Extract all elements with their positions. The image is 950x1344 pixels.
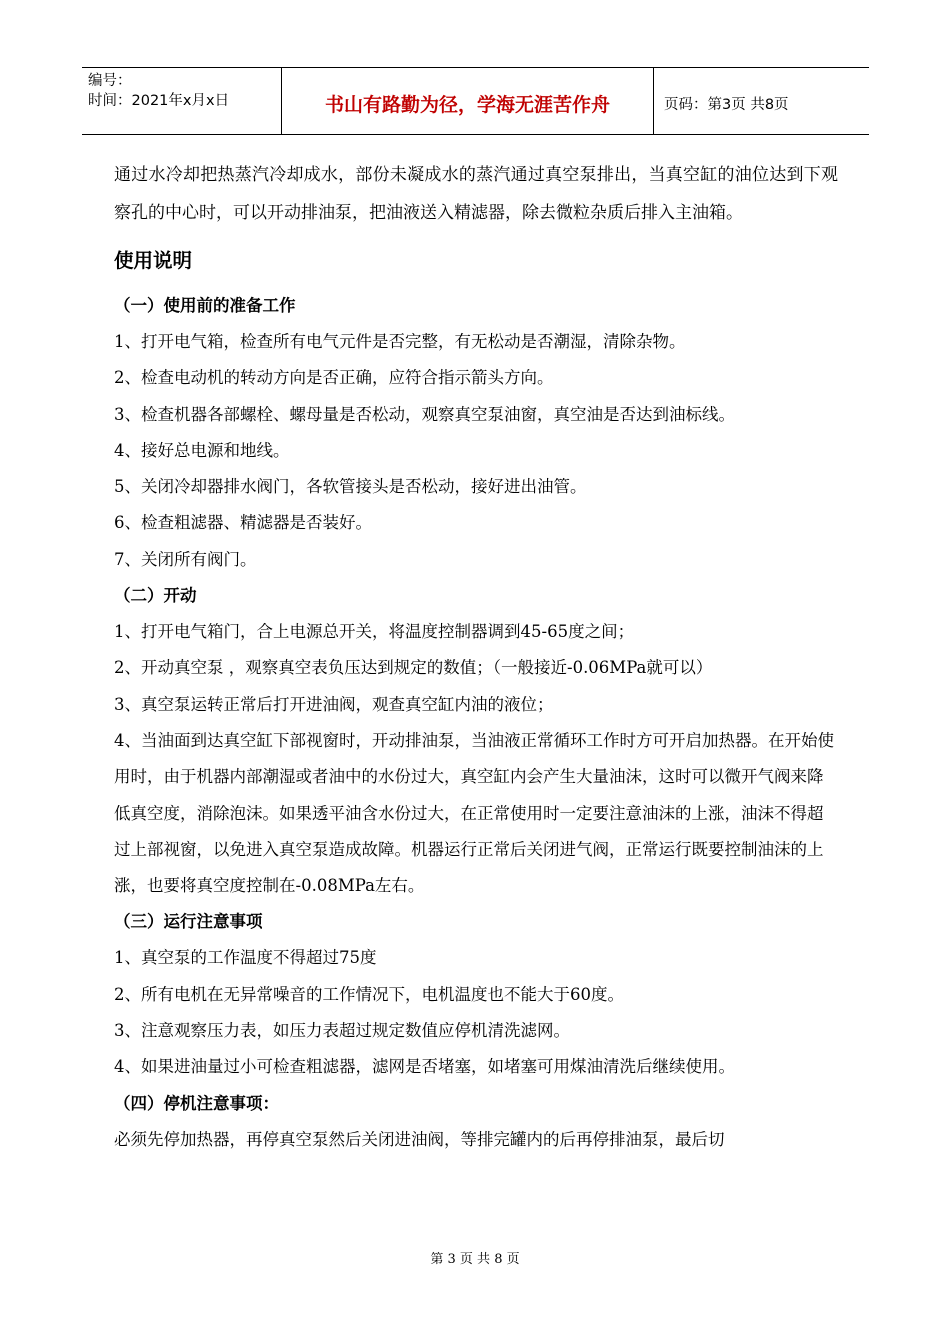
time-label: 时间：2021年x月x日 — [88, 93, 230, 109]
subsection-title: （四）停机注意事项： — [114, 1093, 279, 1113]
list-item: 2、开动真空泵 ，观察真空表负压达到规定的数值；（一般接近-0.06MPa就可以） — [114, 658, 713, 678]
section-title: 使用说明 — [114, 249, 193, 272]
list-item: 3、注意观察压力表，如压力表超过规定数值应停机清洗滤网。 — [114, 1021, 570, 1041]
header-meta — [82, 68, 282, 134]
intro-paragraph: 通过水冷却把热蒸汽冷却成水，部份未凝成水的蒸汽通过真空泵排出，当真空缸的油位达到下观察孔的中心时，可以开动排油泵，把油液送入精滤器，除去微粒杂质后排入主油箱。 — [114, 165, 838, 223]
page-footer: 第 3 页 共 8 页 — [430, 1252, 520, 1267]
section-startup — [114, 578, 838, 904]
list-item: 7、关闭所有阀门。 — [114, 549, 257, 569]
subsection-title: （二）开动 — [114, 586, 197, 606]
list-item: 3、检查机器各部螺栓、螺母量是否松动，观察真空泵油窗，真空油是否达到油标线。 — [114, 404, 735, 424]
page-header — [82, 67, 869, 135]
list-item: 4、如果进油量过小可检查粗滤器，滤网是否堵塞，如堵塞可用煤油清洗后继续使用。 — [114, 1057, 735, 1077]
document-body — [114, 157, 838, 1158]
list-item: 必须先停加热器，再停真空泵然后关闭进油阀，等排完罐内的后再停排油泵，最后切 — [114, 1129, 725, 1149]
list-item: 1、真空泵的工作温度不得超过75度 — [114, 948, 377, 968]
header-page-code: 页码：第3页 共8页 — [664, 96, 789, 113]
section-preparation — [114, 288, 838, 578]
list-item: 1、打开电气箱门，合上电源总开关，将温度控制器调到45-65度之间； — [114, 622, 635, 642]
list-item: 3、真空泵运转正常后打开进油阀，观查真空缸内油的液位； — [114, 694, 554, 714]
section-operation-notes — [114, 904, 838, 1085]
list-item: 6、检查粗滤器、精滤器是否装好。 — [114, 513, 372, 533]
section-shutdown-notes — [114, 1086, 838, 1158]
list-item: 4、当油面到达真空缸下部视窗时，开动排油泵，当油液正常循环工作时方可开启加热器。在开始使用时，由于机器内部潮湿或者油中的水份过大，真空缸内会产生大量油沫，这时可以微开气阀来降低真空度，消除泡沫。如果透平油含水份过大，在正常使用时一定要注意油沫的上涨，油沫不得超过上部视窗，以免进入真空泵造成故障。机器运行正常后关闭进气阀，正常运行既要控制油沫的上涨，也要将真空度控制在-0.08MPa左右。 — [114, 730, 834, 896]
subsection-title: （一）使用前的准备工作 — [114, 296, 296, 315]
subsection-title: （三）运行注意事项 — [114, 912, 263, 932]
list-item: 2、所有电机在无异常噪音的工作情况下，电机温度也不能大于60度。 — [114, 984, 624, 1004]
list-item: 5、关闭冷却器排水阀门，各软管接头是否松动，接好进出油管。 — [114, 477, 587, 497]
serial-label: 编号： — [88, 73, 132, 89]
list-item: 2、检查电动机的转动方向是否正确，应符合指示箭头方向。 — [114, 368, 554, 388]
list-item: 4、接好总电源和地线。 — [114, 440, 290, 460]
header-motto: 书山有路勤为径，学海无涯苦作舟 — [282, 68, 654, 134]
list-item: 1、打开电气箱，检查所有电气元件是否完整，有无松动是否潮湿，清除杂物。 — [114, 332, 686, 351]
